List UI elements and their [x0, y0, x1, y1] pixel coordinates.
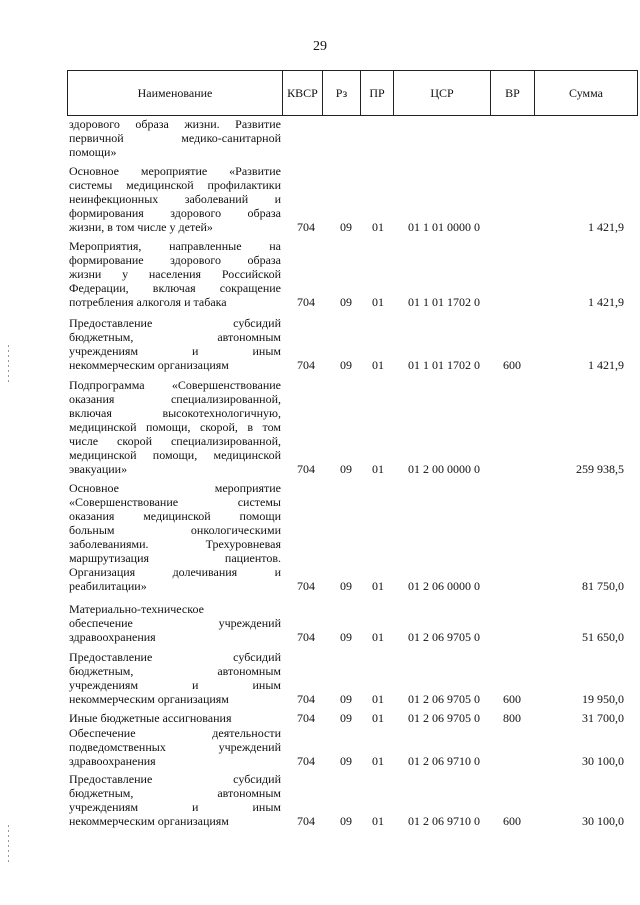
row-name-line: жизни у населения Российской — [69, 267, 281, 281]
row-name — [69, 726, 281, 768]
header-sum: Сумма — [569, 85, 603, 100]
cell-pr: 01 — [372, 692, 384, 706]
cell-kvsr: 704 — [297, 814, 315, 828]
row-name-line: заболеваниями. Трехуровневая — [69, 537, 281, 551]
header-csr: ЦСР — [394, 71, 491, 115]
cell-rz: 09 — [340, 358, 352, 372]
row-name-line: оказания специализированной, — [69, 392, 281, 406]
row-name — [69, 117, 281, 159]
cell-csr: 01 2 06 9705 0 — [408, 692, 480, 706]
cell-rz: 09 — [340, 220, 352, 234]
cell-rz: 09 — [340, 754, 352, 768]
row-name-line: эвакуации» — [69, 462, 128, 476]
row-name-line: Предоставление субсидий — [69, 772, 281, 786]
row-name-line: неинфекционных заболеваний и — [69, 192, 281, 206]
row-name-line: помощи» — [69, 145, 117, 159]
table-row — [0, 602, 640, 644]
row-name — [69, 602, 281, 644]
row-name-line: здравоохранения — [69, 754, 156, 768]
row-name — [69, 481, 281, 593]
table-row — [0, 711, 640, 725]
row-name-line: подведомственных учреждений — [69, 740, 281, 754]
table-row — [0, 378, 640, 476]
left-margin-mark — [8, 825, 9, 865]
table-row — [0, 239, 640, 309]
cell-kvsr: 704 — [297, 579, 315, 593]
row-name-line: учреждениям и иным — [69, 800, 281, 814]
cell-rz: 09 — [340, 295, 352, 309]
row-name-line: Иные бюджетные ассигнования — [69, 711, 232, 725]
row-name-line: медицинской помощи, скорой, в том — [69, 420, 281, 434]
row-name-line: жизни, в том числе у детей» — [69, 220, 213, 234]
cell-rz: 09 — [340, 692, 352, 706]
row-name-line: Материально-техническое — [69, 602, 204, 616]
cell-kvsr: 704 — [297, 630, 315, 644]
cell-csr: 01 2 06 0000 0 — [408, 579, 480, 593]
row-name-line: Основное мероприятие «Развитие — [69, 164, 281, 178]
cell-csr: 01 1 01 1702 0 — [408, 358, 480, 372]
table-header — [67, 70, 638, 116]
cell-kvsr: 704 — [297, 692, 315, 706]
row-name-line: маршрутизация пациентов. — [69, 551, 281, 565]
row-name-line: системы медицинской профилактики — [69, 178, 281, 192]
cell-sum: 30 100,0 — [582, 754, 624, 768]
row-name-line: Обеспечение деятельности — [69, 726, 281, 740]
table-row — [0, 316, 640, 372]
cell-csr: 01 2 06 9705 0 — [408, 630, 480, 644]
cell-pr: 01 — [372, 579, 384, 593]
row-name-line: первичной медико-санитарной — [69, 131, 281, 145]
cell-kvsr: 704 — [297, 711, 315, 725]
row-name-line: реабилитации» — [69, 579, 147, 593]
cell-rz: 09 — [340, 579, 352, 593]
cell-rz: 09 — [340, 630, 352, 644]
row-name-line: некоммерческим организациям — [69, 814, 229, 828]
cell-pr: 01 — [372, 814, 384, 828]
cell-rz: 09 — [340, 462, 352, 476]
cell-sum: 259 938,5 — [576, 462, 624, 476]
cell-pr: 01 — [372, 630, 384, 644]
page-number: 29 — [313, 39, 327, 54]
cell-sum: 1 421,9 — [588, 220, 624, 234]
cell-csr: 01 2 00 0000 0 — [408, 462, 480, 476]
cell-rz: 09 — [340, 814, 352, 828]
cell-pr: 01 — [372, 295, 384, 309]
table-row — [0, 164, 640, 234]
row-name-line: «Совершенствование системы — [69, 495, 281, 509]
cell-kvsr: 704 — [297, 220, 315, 234]
cell-pr: 01 — [372, 711, 384, 725]
cell-sum: 1 421,9 — [588, 358, 624, 372]
row-name — [69, 650, 281, 706]
row-name-line: потребления алкоголя и табака — [69, 295, 227, 309]
row-name — [69, 164, 281, 234]
row-name-line: здорового образа жизни. Развитие — [69, 117, 281, 131]
table-row — [0, 772, 640, 828]
header-name: Наименование — [68, 71, 283, 115]
row-name-line: здравоохранения — [69, 630, 156, 644]
row-name-line: включая высокотехнологичную, — [69, 406, 281, 420]
cell-kvsr: 704 — [297, 462, 315, 476]
cell-vr: 800 — [503, 711, 521, 725]
row-name-line: бюджетным, автономным — [69, 330, 281, 344]
cell-csr: 01 2 06 9710 0 — [408, 754, 480, 768]
cell-csr: 01 1 01 1702 0 — [408, 295, 480, 309]
row-name-line: Предоставление субсидий — [69, 316, 281, 330]
cell-pr: 01 — [372, 220, 384, 234]
row-name-line: числе скорой специализированной, — [69, 434, 281, 448]
cell-sum: 30 100,0 — [582, 814, 624, 828]
table-row — [0, 117, 640, 159]
row-name-line: учреждениям и иным — [69, 344, 281, 358]
row-name-line: больным онкологическими — [69, 523, 281, 537]
row-name-line: формирование здорового образа — [69, 253, 281, 267]
header-pr: ПР — [361, 71, 394, 115]
cell-vr: 600 — [503, 814, 521, 828]
cell-sum: 19 950,0 — [582, 692, 624, 706]
row-name-line: формирования здорового образа — [69, 206, 281, 220]
header-kvsr: КВСР — [283, 71, 323, 115]
cell-csr: 01 2 06 9710 0 — [408, 814, 480, 828]
cell-sum: 51 650,0 — [582, 630, 624, 644]
row-name-line: Подпрограмма «Совершенствование — [69, 378, 281, 392]
cell-kvsr: 704 — [297, 295, 315, 309]
table-row — [0, 650, 640, 706]
cell-csr: 01 2 06 9705 0 — [408, 711, 480, 725]
header-vr: ВР — [491, 71, 535, 115]
cell-sum: 1 421,9 — [588, 295, 624, 309]
row-name-line: Мероприятия, направленные на — [69, 239, 281, 253]
row-name — [69, 772, 281, 828]
cell-vr: 600 — [503, 692, 521, 706]
table-row — [0, 481, 640, 593]
cell-pr: 01 — [372, 462, 384, 476]
row-name — [69, 239, 281, 309]
row-name-line: Предоставление субсидий — [69, 650, 281, 664]
cell-pr: 01 — [372, 754, 384, 768]
cell-csr: 01 1 01 0000 0 — [408, 220, 480, 234]
row-name-line: некоммерческим организациям — [69, 692, 229, 706]
row-name-line: медицинской помощи, медицинской — [69, 448, 281, 462]
row-name — [69, 316, 281, 372]
cell-kvsr: 704 — [297, 754, 315, 768]
row-name-line: оказания медицинской помощи — [69, 509, 281, 523]
table-row — [0, 726, 640, 768]
row-name-line: Федерации, включая сокращение — [69, 281, 281, 295]
row-name — [69, 711, 281, 725]
cell-pr: 01 — [372, 358, 384, 372]
row-name-line: Основное мероприятие — [69, 481, 281, 495]
row-name-line: некоммерческим организациям — [69, 358, 229, 372]
row-name-line: Организация долечивания и — [69, 565, 281, 579]
cell-sum: 81 750,0 — [582, 579, 624, 593]
row-name-line: учреждениям и иным — [69, 678, 281, 692]
cell-vr: 600 — [503, 358, 521, 372]
cell-rz: 09 — [340, 711, 352, 725]
cell-sum: 31 700,0 — [582, 711, 624, 725]
row-name — [69, 378, 281, 476]
header-rz: Рз — [323, 71, 361, 115]
row-name-line: бюджетным, автономным — [69, 664, 281, 678]
cell-kvsr: 704 — [297, 358, 315, 372]
row-name-line: обеспечение учреждений — [69, 616, 281, 630]
row-name-line: бюджетным, автономным — [69, 786, 281, 800]
